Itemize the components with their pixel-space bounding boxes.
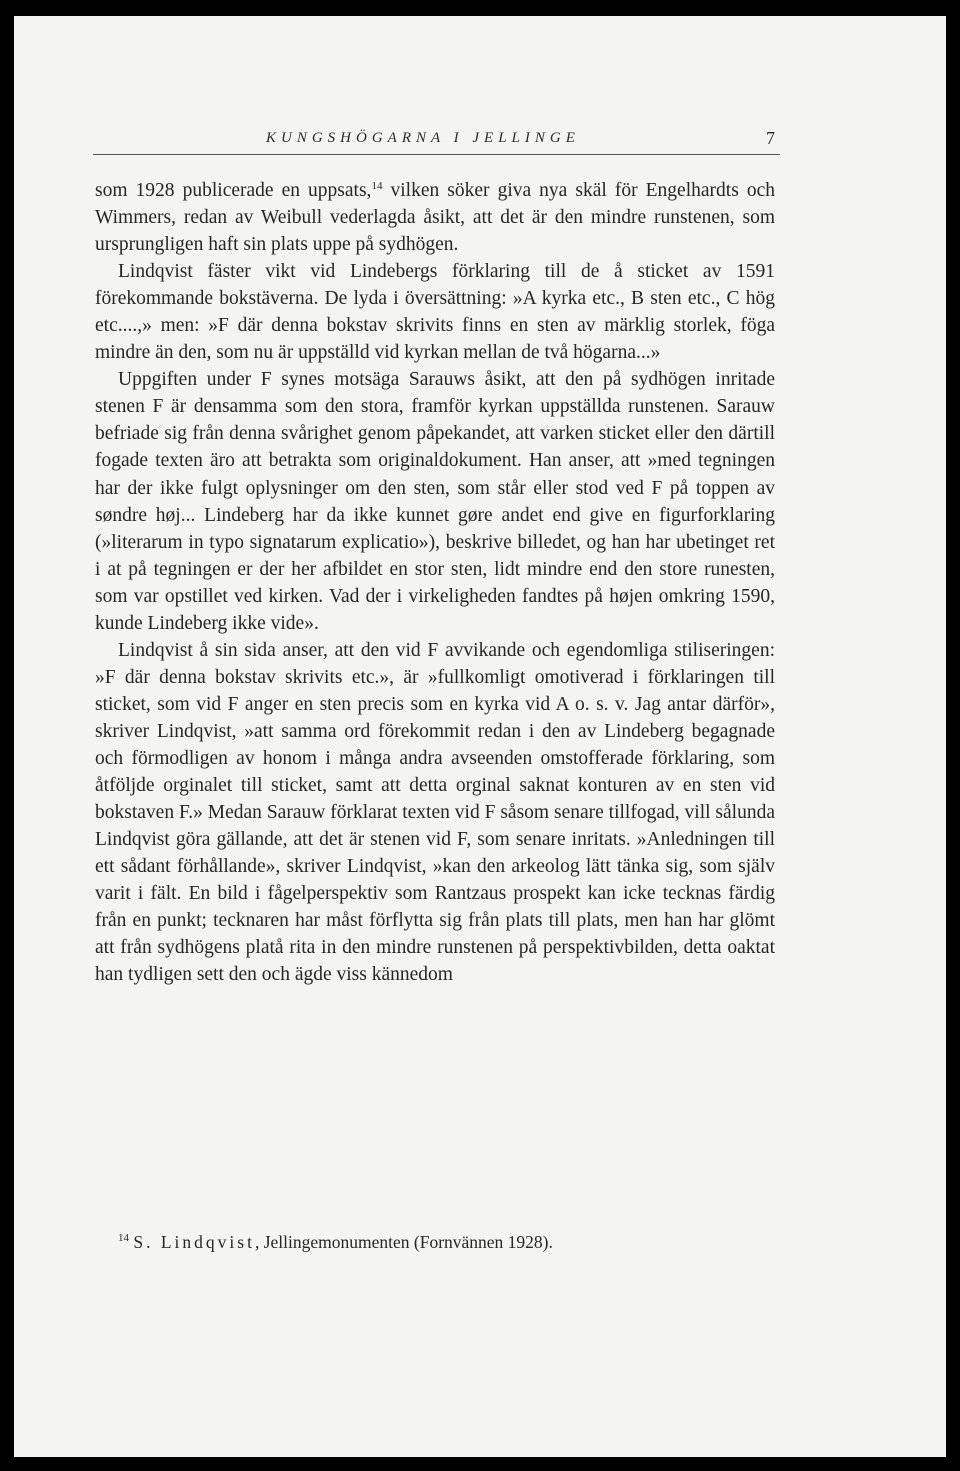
- paragraph-2: Lindqvist fäster vikt vid Lindebergs förklaring till de å sticket av 1591 förekommande bokstäverna. De lyda i översättning: »A kyrka etc., B sten etc., C hög etc....,» men: »F där denna bokstav skrivits finns en sten av märklig storlek, föga mindre än den, som nu är uppställd vid kyrkan mellan de två högarna...»: [95, 261, 775, 364]
- body-text: [95, 177, 775, 988]
- paragraph-3: Uppgiften under F synes motsäga Sarauws åsikt, att den på sydhögen inritade stenen F är densamma som den stora, framför kyrkan uppställda runstenen. Sarauw befriade sig från denna svårighet genom påpekandet, att varken sticket eller den därtill fogade texten äro att betrakta som originaldokument. Han anser, att »med tegningen har der ikke fulgt oplysninger om den sten, som står eller stod ved F på toppen av søndre høj... Lindeberg har da ikke kunnet gøre andet end give en figurforklaring (»literarum in typo signatarum explicatio»), beskrive billedet, og han har ubetinget ret i at på tegningen er der her afbildet en stor sten, lidt mindre end den store runesten, som var opstillet ved kirken. Vad der i virkeligheden fandtes på højen omkring 1590, kunde Lindeberg ikke vide».: [95, 369, 775, 634]
- footnote-reference: 14: [371, 180, 383, 192]
- footnote-number: 14: [118, 1232, 129, 1244]
- footnote-text: , Jellingemonumenten (Fornvännen 1928).: [254, 1232, 553, 1252]
- footnote: [118, 1230, 778, 1254]
- footnote-author: S. Lindqvist: [133, 1232, 255, 1252]
- running-title: KUNGSHÖGARNA I JELLINGE: [266, 130, 580, 146]
- running-header: [93, 130, 780, 155]
- book-page: [14, 16, 946, 1457]
- page-number: 7: [766, 128, 775, 148]
- paragraph-1: [95, 177, 775, 258]
- paragraph-1-text-after: vilken söker giva nya skäl för Engelhardts och Wimmers, redan av Weibull vederlagda åsikt, att det är den mindre runstenen, som ursprungligen haft sin plats uppe på sydhögen.: [95, 180, 775, 256]
- paragraph-4: Lindqvist å sin sida anser, att den vid F avvikande och egendomliga stiliseringen: »F där denna bokstav skrivits etc.», är »fullkomligt omotiverad i förklaringen till sticket, som vid F anger en sten precis som en kyrka vid A o. s. v. Jag antar därför», skriver Lindqvist, »att samma ord förekommit redan i den av Lindeberg begagnade och förmodligen av honom i många andra avseenden omstofferade förklaring, som åtföljde orginalet till sticket, samt att detta orginal saknat konturen av en sten vid bokstaven F.» Medan Sarauw förklarat texten vid F såsom senare tillfogad, vill sålunda Lindqvist göra gällande, att det är stenen vid F, som senare inritats. »Anledningen till ett sådant förhållande», skriver Lindqvist, »kan den arkeolog lätt tänka sig, som själv varit i fält. En bild i fågelperspektiv som Rantzaus prospekt kan icke tecknas färdig från en punkt; tecknaren har måst förflytta sig från plats till plats, men han har glömt att från sydhögens platå rita in den mindre runstenen på perspektivbilden, detta oaktat han tydligen sett den och ägde viss kännedom: [95, 639, 775, 986]
- paragraph-1-text-before: som 1928 publicerade en uppsats,: [95, 180, 372, 201]
